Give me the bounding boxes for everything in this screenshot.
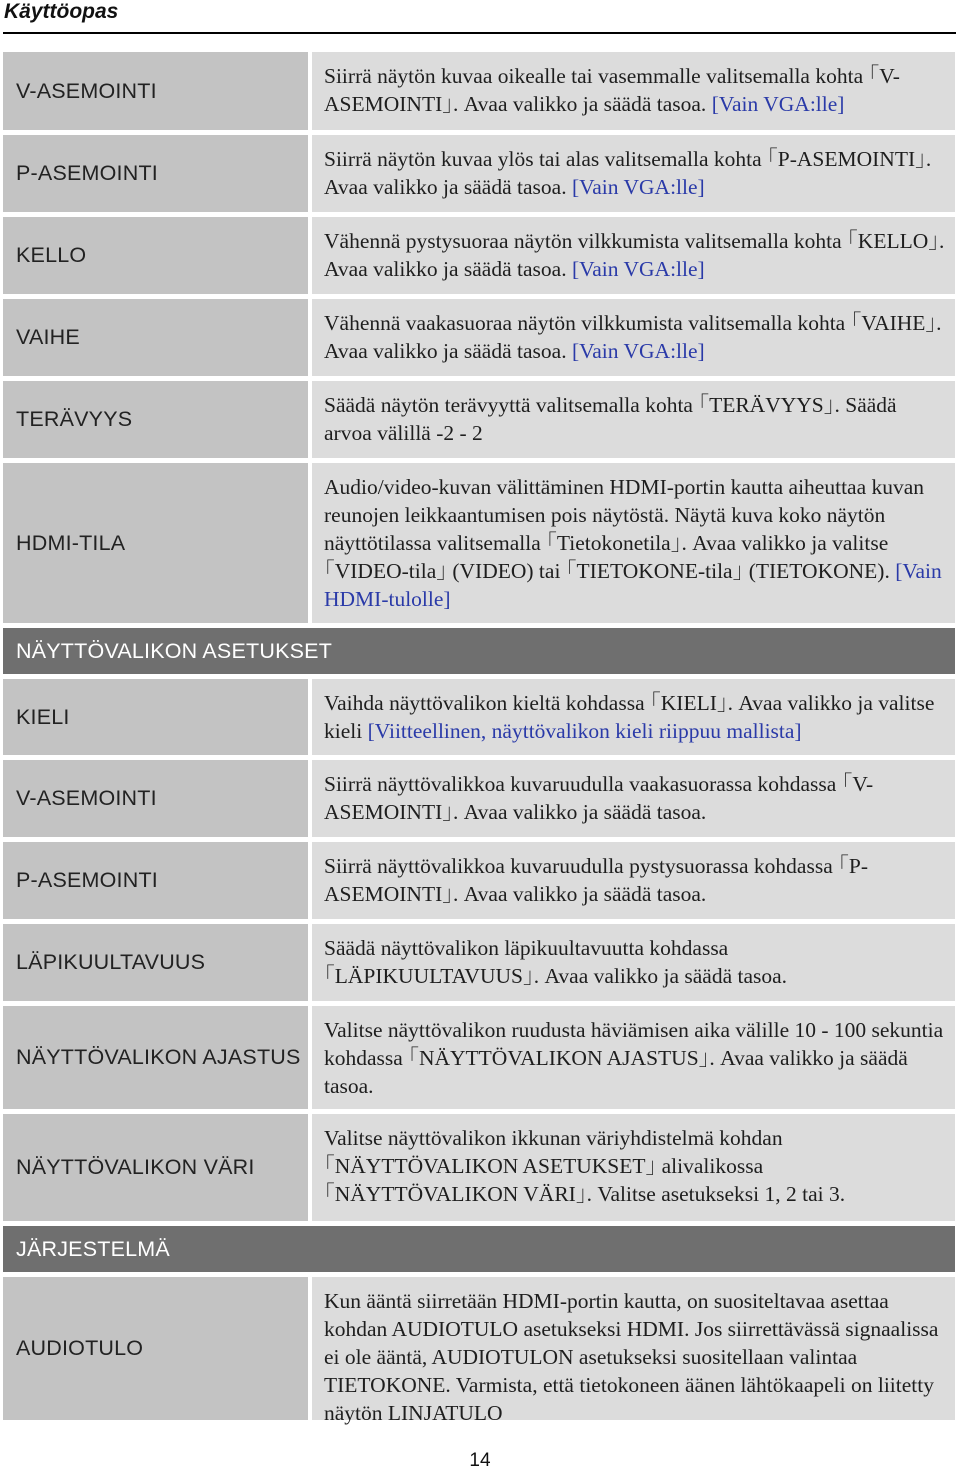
description-text: Audio/video-kuvan välittäminen HDMI-portin kautta aiheuttaa kuvan reunojen leikkaantumisen pois näytöstä. Näytä kuva koko näytön näyttötilassa valitsemalla ｢Tietokonetila｣. Avaa valikko ja valitse ｢VIDEO-tila｣ (VIDEO) tai ｢TIETOKONE-tila｣ (TIETOKONE).: [324, 475, 925, 583]
setting-description: [312, 924, 955, 1001]
setting-row: [3, 299, 955, 376]
section-header: JÄRJESTELMÄ: [3, 1226, 955, 1272]
header-rule: [3, 32, 956, 34]
description-text: Vaihda näyttövalikon kieltä kohdassa ｢KIELI｣. Avaa valikko ja valitse kieli: [324, 691, 935, 743]
setting-description: [312, 463, 955, 623]
setting-label: P-ASEMOINTI: [3, 135, 308, 212]
setting-row: [3, 381, 955, 458]
description-text: Säädä näyttövalikon läpikuultavuutta kohdassa ｢LÄPIKUULTAVUUS｣. Avaa valikko ja säädä tasoa.: [324, 936, 788, 988]
applicability-note: [Vain VGA:lle]: [571, 175, 705, 199]
description-text: Valitse näyttövalikon ruudusta häviämisen aika välille 10 - 100 sekuntia kohdassa ｢NÄYTTÖVALIKON AJASTUS｣. Avaa valikko ja säädä tasoa.: [324, 1018, 944, 1098]
setting-label: VAIHE: [3, 299, 308, 376]
description-text: Kun ääntä siirretään HDMI-portin kautta, on suositeltavaa asettaa kohdan AUDIOTULO asetukseksi HDMI. Jos siirrettävässä signaalissa ei ole ääntä, AUDIOTULON asetukseksi suositellaan valintaa TIETOKONE. Varmista, että tietokoneen äänen lähtökaapeli on liitetty näytön LINJATULO: [324, 1289, 939, 1425]
description-text: Säädä näytön terävyyttä valitsemalla kohta ｢TERÄVYYS｣. Säädä arvoa välillä -2 - 2: [324, 393, 897, 445]
applicability-note: [Vain VGA:lle]: [571, 257, 705, 281]
setting-label: V-ASEMOINTI: [3, 52, 308, 130]
setting-label: NÄYTTÖVALIKON VÄRI: [3, 1114, 308, 1221]
setting-row: [3, 1277, 955, 1425]
setting-label: NÄYTTÖVALIKON AJASTUS: [3, 1006, 308, 1109]
setting-description: [312, 217, 955, 294]
applicability-note: [Vain VGA:lle]: [711, 92, 845, 116]
settings-table: [3, 52, 955, 1425]
setting-description: [312, 135, 955, 212]
setting-description: [312, 1006, 955, 1109]
setting-label: P-ASEMOINTI: [3, 842, 308, 919]
applicability-note: [Vain HDMI-tulolle]: [324, 559, 942, 611]
description-text: Siirrä näyttövalikkoa kuvaruudulla vaakasuorassa kohdassa ｢V-ASEMOINTI｣. Avaa valikko ja säädä tasoa.: [324, 772, 874, 824]
setting-row: [3, 1006, 955, 1109]
setting-label: HDMI-TILA: [3, 463, 308, 623]
applicability-note: [Vain VGA:lle]: [571, 339, 705, 363]
description-text: Siirrä näyttövalikkoa kuvaruudulla pystysuorassa kohdassa ｢P-ASEMOINTI｣. Avaa valikko ja säädä tasoa.: [324, 854, 868, 906]
setting-label: V-ASEMOINTI: [3, 760, 308, 837]
setting-row: [3, 1114, 955, 1221]
applicability-note: [Viitteellinen, näyttövalikon kieli riippuu mallista]: [367, 719, 802, 743]
description-text: Siirrä näytön kuvaa ylös tai alas valitsemalla kohta ｢P-ASEMOINTI｣. Avaa valikko ja säädä tasoa.: [324, 147, 932, 199]
page-number: 14: [469, 1450, 491, 1471]
setting-description: [312, 760, 955, 837]
setting-description: [312, 1114, 955, 1221]
setting-description: [312, 299, 955, 376]
setting-label: KIELI: [3, 679, 308, 755]
setting-row: [3, 135, 955, 212]
description-text: Vähennä pystysuoraa näytön vilkkumista valitsemalla kohta ｢KELLO｣. Avaa valikko ja säädä tasoa.: [324, 229, 945, 281]
description-text: Valitse näyttövalikon ikkunan väriyhdistelmä kohdan ｢NÄYTTÖVALIKON ASETUKSET｣ alivalikossa ｢NÄYTTÖVALIKON VÄRI｣. Valitse asetukseksi 1, 2 tai 3.: [324, 1126, 846, 1206]
document-header: Käyttöopas: [4, 0, 119, 23]
section-header: NÄYTTÖVALIKON ASETUKSET: [3, 628, 955, 674]
description-text: Siirrä näytön kuvaa oikealle tai vasemmalle valitsemalla kohta ｢V-ASEMOINTI｣. Avaa valikko ja säädä tasoa.: [324, 64, 900, 116]
setting-description: [312, 1277, 955, 1425]
setting-row: [3, 924, 955, 1001]
setting-label: TERÄVYYS: [3, 381, 308, 458]
setting-row: [3, 842, 955, 919]
setting-row: [3, 52, 955, 130]
setting-label: AUDIOTULO: [3, 1277, 308, 1420]
setting-row: [3, 217, 955, 294]
setting-label: LÄPIKUULTAVUUS: [3, 924, 308, 1001]
setting-description: [312, 842, 955, 919]
setting-row: [3, 760, 955, 837]
setting-row: [3, 463, 955, 623]
setting-description: [312, 381, 955, 458]
setting-label: KELLO: [3, 217, 308, 294]
description-text: Vähennä vaakasuoraa näytön vilkkumista valitsemalla kohta ｢VAIHE｣. Avaa valikko ja säädä tasoa.: [324, 311, 942, 363]
setting-description: [312, 679, 955, 755]
setting-row: [3, 679, 955, 755]
setting-description: [312, 52, 955, 130]
